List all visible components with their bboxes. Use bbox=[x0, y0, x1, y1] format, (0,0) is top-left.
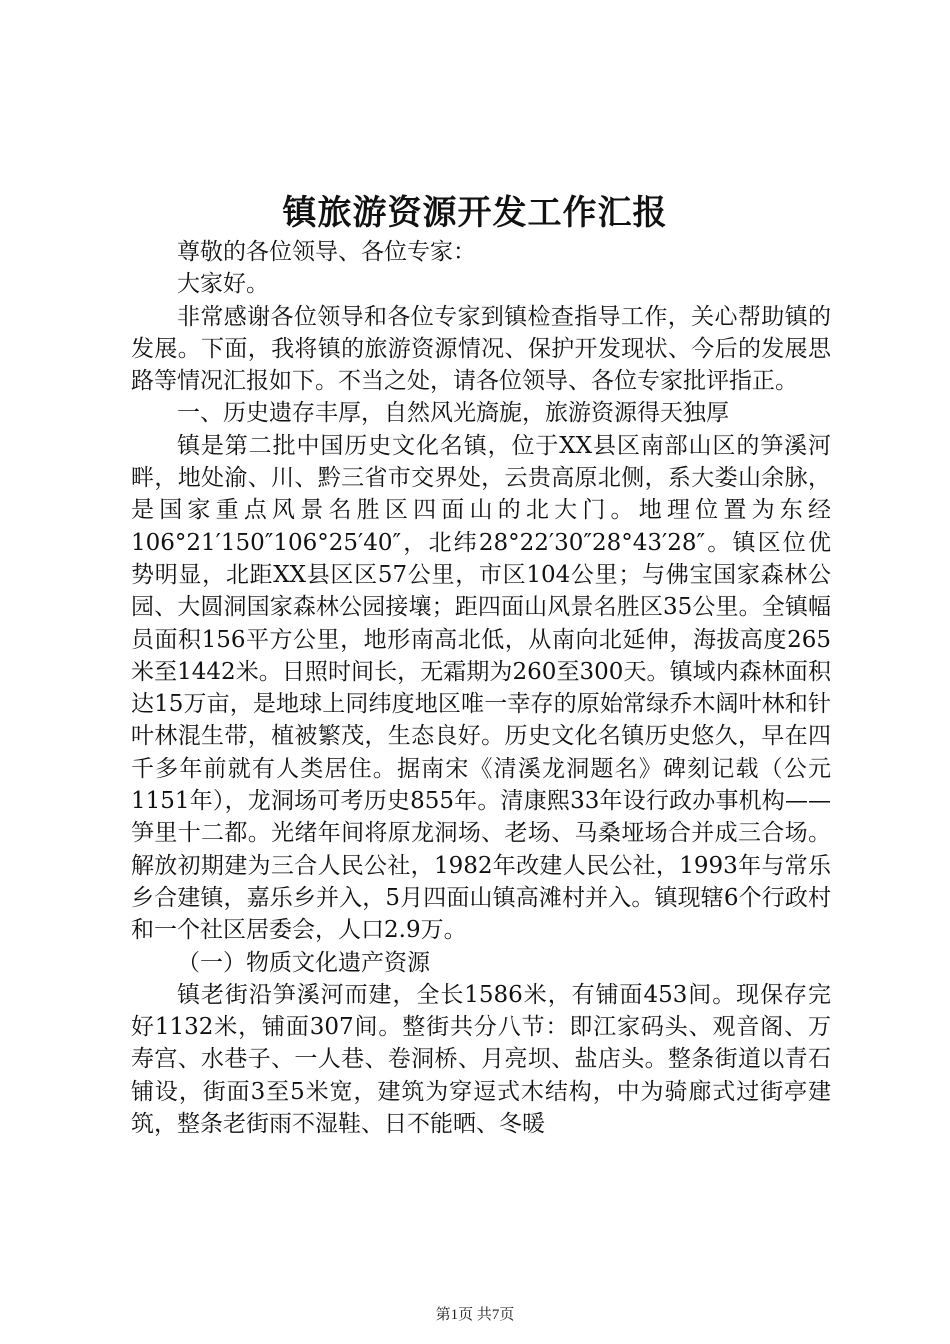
subsection-heading: （一）物质文化遗产资源 bbox=[177, 949, 430, 976]
intro-paragraph: 非常感谢各位领导和各位专家到镇检查指导工作，关心帮助镇的发展。下面，我将镇的旅游资源情况、保护开发现状、今后的发展思路等情况汇报如下。不当之处，请各位领导、各位专家批评指正。 bbox=[131, 303, 831, 395]
section-heading: 一、历史遗存丰厚，自然风光旖旎，旅游资源得天独厚 bbox=[177, 400, 729, 427]
page-number-footer: 第1页 共7页 bbox=[435, 1307, 515, 1323]
greeting: 大家好。 bbox=[177, 271, 269, 298]
body-paragraph: 镇老街沿笋溪河而建，全长1586米，有铺面453间。现保存完好1132米，铺面307间。整街共分八节：即江家码头、观音阁、万寿宫、水巷子、一人巷、卷洞桥、月亮坝、盐店头。整条街道以青石铺设，街面3至5米宽，建筑为穿逗式木结构，中为骑廊式过街亭建筑，整条老街雨不湿鞋、日不能晒、冬暖 bbox=[131, 981, 831, 1138]
page-title: 镇旅游资源开发工作汇报 bbox=[282, 193, 668, 233]
salutation: 尊敬的各位领导、各位专家： bbox=[177, 239, 476, 265]
document-body bbox=[131, 236, 831, 1140]
body-paragraph: 镇是第二批中国历史文化名镇，位于XX县区南部山区的笋溪河畔，地处渝、川、黔三省市交界处，云贵高原北侧，系大娄山余脉，是国家重点风景名胜区四面山的北大门。地理位置为东经106°21′150″106°25′40″，北纬28°22′30″28°43′28″。镇区位优势明显，北距XX县区区57公里，市区104公里；与佛宝国家森林公园、大圆洞国家森林公园接壤；距四面山风景名胜区35公里。全镇幅员面积156平方公里，地形南高北低，从南向北延伸，海拔高度265米至1442米。日照时间长，无霜期为260至300天。镇域内森林面积达15万亩，是地球上同纬度地区唯一幸存的原始常绿乔木阔叶林和针叶林混生带，植被繁茂，生态良好。历史文化名镇历史悠久，早在四千多年前就有人类居住。据南宋《清溪龙洞题名》碑刻记载（公元1151年），龙洞场可考历史855年。清康熙33年设行政办事机构——笋里十二都。光绪年间将原龙洞场、老场、马桑垭场合并成三合场。解放初期建为三合人民公社，1982年改建人民公社，1993年与常乐乡合建镇，嘉乐乡并入，5月四面山镇高滩村并入。镇现辖6个行政村和一个社区居委会，人口2.9万。 bbox=[131, 432, 831, 944]
